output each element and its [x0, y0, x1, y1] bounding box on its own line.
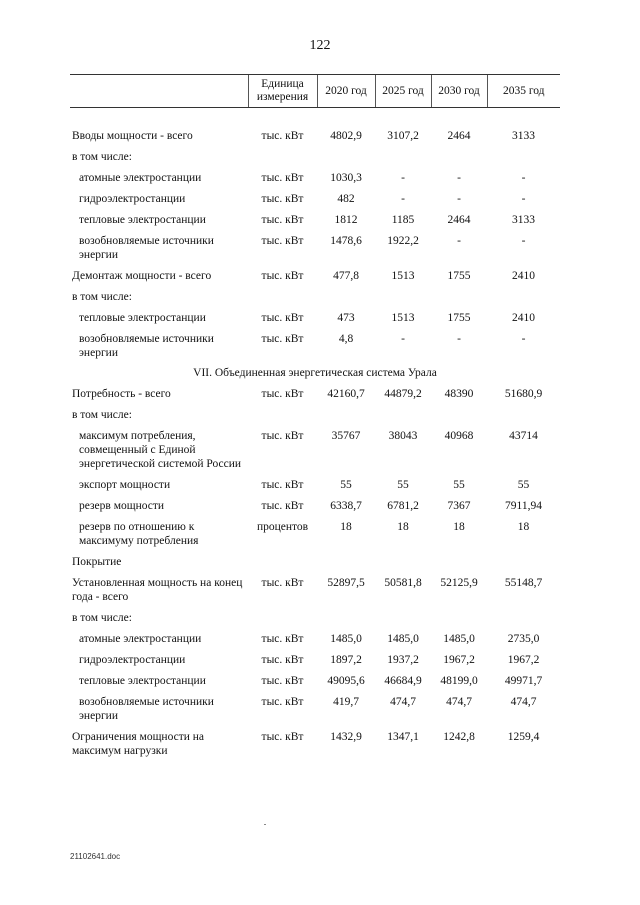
value-cell: 18 — [340, 521, 352, 533]
value-cell: 2464 — [447, 214, 471, 226]
value-cell: - — [457, 235, 461, 247]
row-label: Демонтаж мощности - всего — [72, 270, 212, 282]
value-cell: 474,7 — [446, 696, 472, 708]
value-cell: 4802,9 — [330, 130, 362, 142]
value-cell: 6781,2 — [387, 500, 419, 512]
subheading-row — [70, 287, 560, 308]
row-label: тепловые электростанции — [79, 675, 206, 687]
value-cell: 2735,0 — [507, 633, 540, 645]
value-cell: 3107,2 — [387, 130, 419, 142]
value-cell: 1513 — [391, 270, 415, 282]
row-label: тепловые электростанции — [79, 214, 206, 226]
subheading-row — [70, 552, 560, 573]
row-label: в том числе: — [72, 409, 132, 421]
value-cell: 1937,2 — [387, 654, 419, 666]
value-cell: 1897,2 — [330, 654, 362, 666]
row-label: атомные электростанции — [79, 633, 202, 645]
table-row — [70, 231, 560, 266]
row-unit: тыс. кВт — [261, 312, 304, 324]
empty-cells — [248, 287, 560, 308]
value-cell: - — [521, 193, 526, 205]
header-year: 2035 год — [487, 75, 560, 108]
header-year: 2030 год — [431, 75, 487, 108]
section-heading-row — [70, 364, 560, 384]
value-cell: 1478,6 — [330, 235, 362, 247]
row-label: резерв мощности — [79, 500, 165, 512]
row-unit: тыс. кВт — [261, 172, 304, 184]
header-year: 2020 год — [317, 75, 375, 108]
value-cell: 1485,0 — [443, 633, 475, 645]
row-unit: тыс. кВт — [261, 633, 304, 645]
value-cell: 52897,5 — [327, 577, 365, 589]
value-cell: 473 — [337, 312, 355, 324]
value-cell: 55 — [397, 479, 409, 491]
page-number: 122 — [309, 38, 331, 53]
row-label: гидроэлектростанции — [79, 193, 186, 205]
value-cell: 51680,9 — [504, 388, 543, 400]
value-cell: - — [457, 333, 461, 345]
value-cell: 2464 — [447, 130, 471, 142]
row-unit: процентов — [256, 521, 309, 533]
table-row — [70, 496, 560, 517]
row-label: возобновляемые источники энергии — [79, 333, 214, 359]
row-unit: тыс. кВт — [261, 479, 304, 491]
value-cell: 42160,7 — [327, 388, 365, 400]
header-name — [70, 75, 248, 108]
row-unit: тыс. кВт — [261, 731, 304, 743]
table-header-row — [70, 75, 560, 108]
value-cell: 18 — [397, 521, 409, 533]
value-cell: - — [457, 172, 461, 184]
row-label: в том числе: — [72, 151, 132, 163]
value-cell: 40968 — [444, 430, 474, 442]
row-unit: тыс. кВт — [261, 388, 304, 400]
value-cell: 46684,9 — [384, 675, 422, 687]
row-label: возобновляемые источники энергии — [79, 235, 214, 261]
row-label: Вводы мощности - всего — [72, 130, 193, 142]
row-label: тепловые электростанции — [79, 312, 206, 324]
subheading-row — [70, 405, 560, 426]
value-cell: - — [521, 235, 526, 247]
row-label: гидроэлектростанции — [79, 654, 186, 666]
value-cell: 3133 — [512, 214, 535, 226]
value-cell: 55 — [517, 479, 530, 491]
value-cell: 1259,4 — [507, 731, 540, 743]
row-label: Покрытие — [72, 556, 122, 568]
value-cell: 474,7 — [510, 696, 537, 708]
value-cell: - — [401, 193, 405, 205]
table-row — [70, 329, 560, 364]
value-cell: 55 — [340, 479, 352, 491]
row-unit: тыс. кВт — [261, 193, 304, 205]
row-unit: тыс. кВт — [261, 696, 304, 708]
value-cell: - — [521, 333, 526, 345]
value-cell: 1513 — [391, 312, 415, 324]
value-cell: 482 — [337, 193, 355, 205]
value-cell: 6338,7 — [330, 500, 362, 512]
table-row — [70, 629, 560, 650]
value-cell: 44879,2 — [384, 388, 422, 400]
value-cell: 419,7 — [333, 696, 359, 708]
value-cell: 1922,2 — [387, 235, 419, 247]
table-row — [70, 126, 560, 147]
value-cell: 1347,1 — [387, 731, 419, 743]
header-year: 2025 год — [375, 75, 431, 108]
value-cell: 474,7 — [390, 696, 416, 708]
value-cell: 1030,3 — [330, 172, 362, 184]
value-cell: 1432,9 — [330, 731, 362, 743]
row-unit: тыс. кВт — [261, 235, 304, 247]
value-cell: 1242,8 — [443, 731, 475, 743]
empty-cells — [248, 608, 560, 629]
row-unit: тыс. кВт — [261, 214, 304, 226]
value-cell: 1755 — [447, 270, 471, 282]
value-cell: - — [457, 193, 461, 205]
empty-cells — [248, 405, 560, 426]
value-cell: 1185 — [391, 214, 415, 226]
table-row — [70, 168, 560, 189]
value-cell: 55 — [453, 479, 465, 491]
empty-cells — [248, 147, 560, 168]
row-unit: тыс. кВт — [261, 333, 304, 345]
table-row — [70, 727, 560, 762]
row-label: максимум потребления, совмещенный с Единой энергетической системой России — [79, 430, 242, 470]
value-cell: 49095,6 — [327, 675, 365, 687]
value-cell: 2410 — [512, 270, 535, 282]
table-row — [70, 384, 560, 405]
row-unit: тыс. кВт — [261, 577, 304, 589]
value-cell: 43714 — [509, 430, 538, 442]
power-balance-table — [70, 74, 560, 762]
subheading-row — [70, 147, 560, 168]
subheading-row — [70, 608, 560, 629]
row-label: Потребность - всего — [72, 388, 171, 400]
value-cell: 3133 — [512, 130, 535, 142]
spacer-row — [70, 108, 560, 127]
table-row — [70, 671, 560, 692]
row-label: возобновляемые источники энергии — [79, 696, 214, 722]
table-row — [70, 692, 560, 727]
row-label: Установленная мощность на конец года - всего — [72, 577, 243, 603]
table-row — [70, 573, 560, 608]
table-row — [70, 475, 560, 496]
value-cell: 48199,0 — [440, 675, 478, 687]
value-cell: 2410 — [512, 312, 535, 324]
value-cell: 50581,8 — [384, 577, 422, 589]
row-unit: тыс. кВт — [261, 675, 304, 687]
row-label: Ограничения мощности на максимум нагрузки — [72, 731, 205, 757]
value-cell: 38043 — [388, 430, 418, 442]
value-cell: 18 — [517, 521, 530, 533]
footer-doc-id: 21102641.doc — [70, 852, 121, 861]
row-label: резерв по отношению к максимуму потребления — [79, 521, 199, 547]
value-cell: 52125,9 — [440, 577, 478, 589]
value-cell: 7367 — [447, 500, 471, 512]
value-cell: 1967,2 — [507, 654, 540, 666]
empty-cells — [248, 552, 560, 573]
row-unit: тыс. кВт — [261, 130, 304, 142]
value-cell: - — [521, 172, 526, 184]
value-cell: 1812 — [334, 214, 358, 226]
table-row — [70, 517, 560, 552]
scan-dot — [264, 824, 266, 825]
row-unit: тыс. кВт — [261, 270, 304, 282]
value-cell: 1485,0 — [387, 633, 419, 645]
row-unit: тыс. кВт — [261, 430, 304, 442]
row-label: атомные электростанции — [79, 172, 202, 184]
table-body — [70, 108, 560, 763]
value-cell: 4,8 — [338, 333, 354, 345]
value-cell: 48390 — [444, 388, 474, 400]
value-cell: 35767 — [331, 430, 361, 442]
value-cell: 18 — [453, 521, 465, 533]
value-cell: 55148,7 — [504, 577, 543, 589]
value-cell: - — [401, 172, 405, 184]
header-unit: Единица измерения — [248, 75, 317, 108]
row-label: в том числе: — [72, 612, 132, 624]
value-cell: 1485,0 — [330, 633, 362, 645]
table-row — [70, 189, 560, 210]
value-cell: 49971,7 — [504, 675, 543, 687]
table-row — [70, 308, 560, 329]
value-cell: 1967,2 — [443, 654, 475, 666]
row-label: в том числе: — [72, 291, 132, 303]
table-row — [70, 650, 560, 671]
value-cell: 7911,94 — [505, 500, 542, 512]
value-cell: 1755 — [447, 312, 471, 324]
table-row — [70, 426, 560, 475]
value-cell: 477,8 — [333, 270, 359, 282]
value-cell: - — [401, 333, 405, 345]
section-heading: VII. Объединенная энергетическая система Урала — [193, 367, 437, 379]
table-row — [70, 266, 560, 287]
row-unit: тыс. кВт — [261, 654, 304, 666]
row-label: экспорт мощности — [79, 479, 171, 491]
table-row — [70, 210, 560, 231]
row-unit: тыс. кВт — [261, 500, 304, 512]
